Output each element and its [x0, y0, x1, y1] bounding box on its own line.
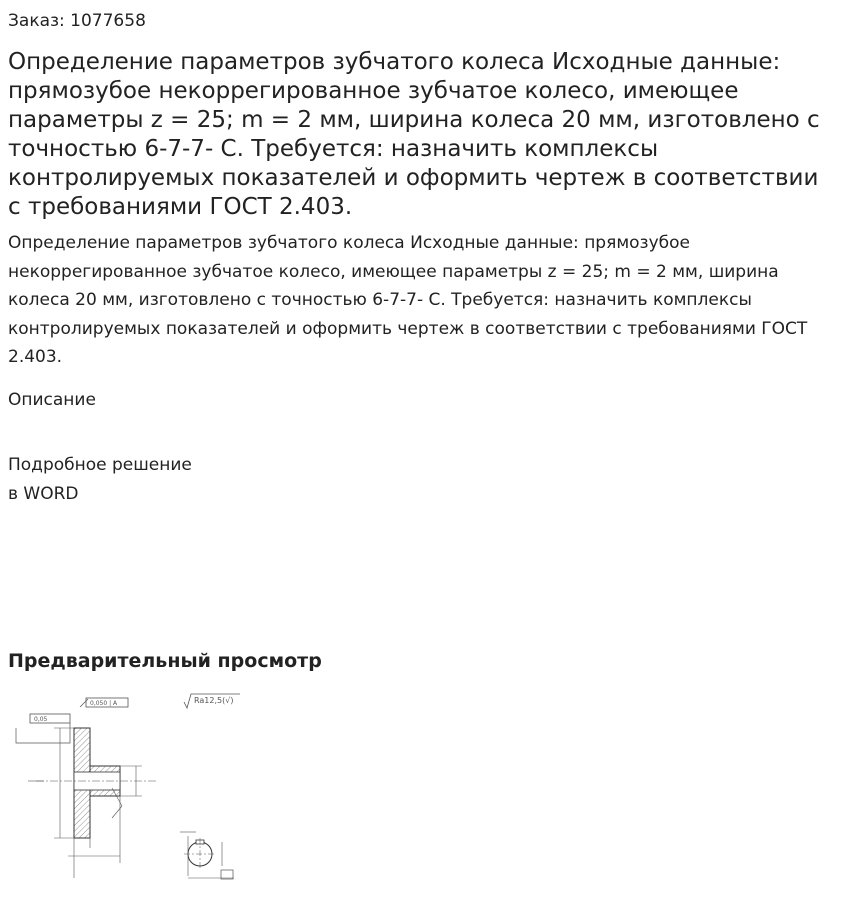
order-number: Заказ: 1077658	[8, 11, 146, 31]
solution-line-1: Подробное решение	[8, 455, 192, 475]
roughness-mark	[184, 694, 240, 708]
left-tolerance-text: 0,05	[34, 716, 48, 723]
task-description: Определение параметров зубчатого колеса Исходные данные: прямозубое некоррегированное зубчатое колесо, имеющее параметры z = 25; m = 2 мм, ширина колеса 20 мм, изготовлено с точностью 6-7-7- С. Требуется: назначить комплексы контролируемых показателей и оформить чертеж в соответствии с требованиями ГОСТ 2.403.	[8, 233, 808, 367]
gear-drawing	[8, 688, 248, 893]
bore-view	[180, 832, 234, 879]
solution-info	[8, 451, 192, 509]
solution-line-2: в WORD	[8, 484, 79, 504]
roughness-text: Ra12,5(√)	[194, 696, 234, 705]
left-tolerance-frame	[16, 714, 70, 743]
description-label: Описание	[8, 390, 96, 410]
page-title: Определение параметров зубчатого колеса Исходные данные: прямозубое некоррегированное зубчатое колесо, имеющее параметры z = 25; m = 2 мм, ширина колеса 20 мм, изготовлено с точностью 6-7-7- С. Требуется: назначить комплексы контролируемых показателей и оформить чертеж в соответствии с требованиями ГОСТ 2.403.	[8, 49, 820, 220]
preview-drawing	[8, 688, 248, 893]
top-tolerance-frame	[80, 698, 128, 707]
top-tolerance-text: 0,050 | А	[90, 700, 118, 707]
preview-title: Предварительный просмотр	[8, 650, 322, 672]
